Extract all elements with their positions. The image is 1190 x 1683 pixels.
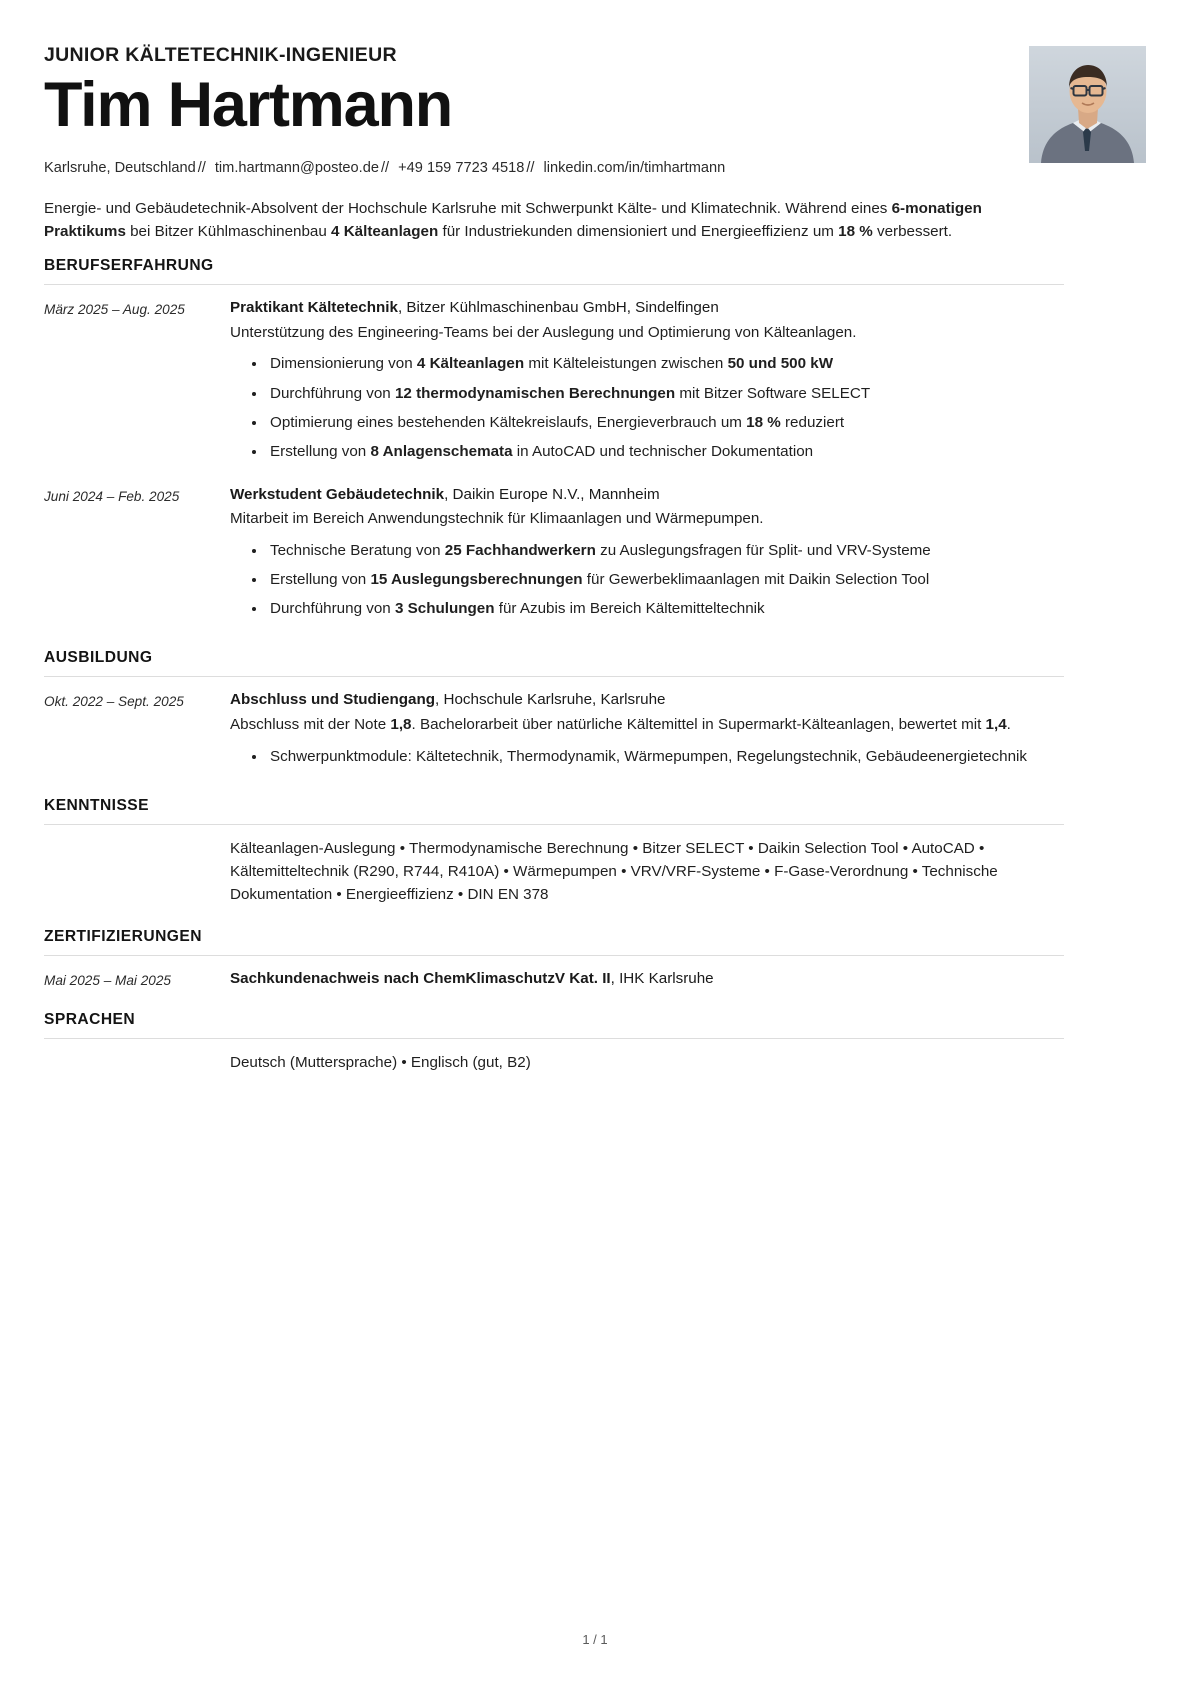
contact-separator: // bbox=[526, 160, 535, 177]
avatar bbox=[1029, 46, 1146, 163]
description-text: . Bachelorarbeit über natürliche Kältemittel in Supermarkt-Kälteanlagen, bewertet mit bbox=[411, 716, 986, 734]
experience-entry bbox=[44, 297, 1064, 470]
bullet-text: Erstellung von bbox=[270, 571, 371, 589]
list-item bbox=[252, 412, 1064, 434]
section-languages bbox=[44, 1011, 1064, 1074]
list-item bbox=[252, 746, 1064, 768]
list-item bbox=[252, 540, 1064, 562]
summary-text-1: Energie- und Gebäudetechnik-Absolvent der Hochschule Karlsruhe mit Schwerpunkt Kälte- und Klimatechnik. Während eines bbox=[44, 199, 892, 217]
bullet-text: in AutoCAD und technischer Dokumentation bbox=[512, 442, 814, 460]
bullet-bold: 25 Fachhandwerkern bbox=[444, 542, 596, 560]
entry-company: , Daikin Europe N.V., Mannheim bbox=[444, 485, 660, 503]
bullet-bold: 18 % bbox=[746, 413, 781, 431]
section-education bbox=[44, 649, 1064, 775]
section-divider bbox=[44, 284, 1064, 285]
bullet-text: mit Bitzer Software SELECT bbox=[675, 384, 871, 402]
page-footer bbox=[0, 1632, 1190, 1647]
bullet-bold: 50 und 500 kW bbox=[727, 355, 834, 373]
contact-separator: // bbox=[197, 160, 206, 177]
description-text: Abschluss mit der Note bbox=[230, 716, 391, 734]
summary-bold-3: 18 % bbox=[838, 222, 873, 240]
section-divider bbox=[44, 676, 1064, 677]
section-divider bbox=[44, 1038, 1064, 1039]
summary-text-4: verbessert. bbox=[872, 222, 953, 240]
bullet-bold: 12 thermodynamischen Berechnungen bbox=[394, 384, 676, 402]
list-item bbox=[252, 598, 1064, 620]
bullet-text: reduziert bbox=[780, 413, 845, 431]
section-title-certifications: ZERTIFIZIERUNGEN bbox=[44, 928, 202, 946]
bullet-bold: 4 Kälteanlagen bbox=[416, 355, 525, 373]
languages-list: Deutsch (Muttersprache) • Englisch (gut, B2) bbox=[230, 1054, 531, 1072]
skills-list: Kälteanlagen-Auslegung • Thermodynamische Berechnung • Bitzer SELECT • Daikin Selection Tool • AutoCAD • Kältemitteltechnik (R290, R744, R410A) • Wärmepumpen • VRV/VRF-Systeme • F-Gase-Verordnung • Technische Dokumentation • Energieeffizienz • DIN EN 378 bbox=[230, 839, 998, 904]
bullet-text: Schwerpunktmodule: Kältetechnik, Thermodynamik, Wärmepumpen, Regelungstechnik, Gebäudeenergietechnik bbox=[270, 747, 1027, 765]
list-item bbox=[252, 441, 1064, 463]
description-text: . bbox=[1006, 716, 1011, 734]
bullet-text: für Gewerbeklimaanlagen mit Daikin Selection Tool bbox=[582, 571, 930, 589]
entry-heading bbox=[230, 297, 1064, 320]
description-bold: 1,8 bbox=[390, 716, 412, 734]
section-skills bbox=[44, 797, 1064, 906]
entry-bullet-list bbox=[230, 353, 1064, 462]
entry-heading bbox=[230, 689, 1064, 712]
summary-bold-2: 4 Kälteanlagen bbox=[331, 222, 439, 240]
page-indicator: 1 / 1 bbox=[582, 1632, 608, 1647]
contact-linkedin[interactable]: linkedin.com/in/timhartmann bbox=[543, 160, 726, 177]
job-title: JUNIOR KÄLTETECHNIK-INGENIEUR bbox=[44, 44, 397, 66]
certification-name: Sachkundenachweis nach ChemKlimaschutzV Kat. II bbox=[230, 970, 611, 988]
entry-body bbox=[230, 968, 1064, 991]
entry-date: Juni 2024 – Feb. 2025 bbox=[44, 488, 180, 504]
education-entry bbox=[44, 689, 1064, 775]
section-title-skills: KENNTNISSE bbox=[44, 796, 150, 814]
summary-text-2: bei Bitzer Kühlmaschinenbau bbox=[125, 222, 332, 240]
section-experience bbox=[44, 257, 1064, 627]
entry-institution: , Hochschule Karlsruhe, Karlsruhe bbox=[435, 691, 666, 709]
certification-entry bbox=[44, 968, 1064, 991]
entry-description: Mitarbeit im Bereich Anwendungstechnik für Klimaanlagen und Wärmepumpen. bbox=[230, 510, 764, 528]
bullet-text: zu Auslegungsfragen für Split- und VRV-Systeme bbox=[595, 542, 931, 560]
section-title-experience: BERUFSERFAHRUNG bbox=[44, 256, 214, 274]
bullet-text: Durchführung von bbox=[270, 384, 395, 402]
bullet-text: Erstellung von bbox=[270, 442, 371, 460]
section-divider bbox=[44, 955, 1064, 956]
bullet-text: mit Kälteleistungen zwischen bbox=[524, 355, 728, 373]
section-certifications bbox=[44, 928, 1064, 991]
contact-phone[interactable]: +49 159 7723 4518 bbox=[398, 160, 525, 177]
entry-date: März 2025 – Aug. 2025 bbox=[44, 301, 185, 317]
entry-description: Unterstützung des Engineering-Teams bei der Auslegung und Optimierung von Kälteanlagen. bbox=[230, 323, 857, 341]
entry-bullet-list bbox=[230, 746, 1064, 768]
summary-bold-1: 6-monatigen Praktikums bbox=[44, 199, 982, 240]
entry-heading bbox=[230, 968, 1064, 991]
contact-separator: // bbox=[380, 160, 390, 177]
entry-date-empty bbox=[44, 1051, 230, 1053]
entry-body bbox=[230, 689, 1064, 775]
bullet-text: für Azubis im Bereich Kältemitteltechnik bbox=[494, 600, 765, 618]
profile-summary bbox=[44, 197, 1044, 243]
entry-body bbox=[230, 1051, 1064, 1074]
entry-date: Mai 2025 – Mai 2025 bbox=[44, 973, 171, 989]
page-title: Tim Hartmann bbox=[44, 70, 453, 141]
section-title-education: AUSBILDUNG bbox=[44, 649, 153, 667]
entry-role: Praktikant Kältetechnik bbox=[230, 298, 398, 316]
bullet-text: Optimierung eines bestehenden Kältekreislaufs, Energieverbrauch um bbox=[270, 413, 747, 431]
list-item bbox=[252, 383, 1064, 405]
entry-date: Okt. 2022 – Sept. 2025 bbox=[44, 694, 184, 710]
entry-bullet-list bbox=[230, 540, 1064, 620]
contact-line bbox=[44, 158, 1064, 178]
summary-text-3: für Industriekunden dimensioniert und Energieeffizienz um bbox=[438, 222, 839, 240]
bullet-text: Technische Beratung von bbox=[270, 542, 445, 560]
experience-entry bbox=[44, 484, 1064, 628]
languages-entry bbox=[44, 1051, 1064, 1074]
resume-header bbox=[44, 44, 1064, 179]
entry-body bbox=[230, 837, 1064, 906]
bullet-bold: 8 Anlagenschemata bbox=[370, 442, 513, 460]
skills-entry bbox=[44, 837, 1064, 906]
section-title-languages: SPRACHEN bbox=[44, 1011, 136, 1029]
entry-role: Abschluss und Studiengang bbox=[230, 691, 436, 709]
entry-body bbox=[230, 484, 1064, 628]
description-bold: 1,4 bbox=[985, 716, 1007, 734]
bullet-bold: 3 Schulungen bbox=[394, 600, 495, 618]
certification-issuer: , IHK Karlsruhe bbox=[610, 970, 714, 988]
contact-email[interactable]: tim.hartmann@posteo.de bbox=[214, 160, 379, 177]
bullet-text: Dimensionierung von bbox=[270, 355, 417, 373]
list-item bbox=[252, 353, 1064, 375]
list-item bbox=[252, 569, 1064, 591]
entry-company: , Bitzer Kühlmaschinenbau GmbH, Sindelfingen bbox=[397, 298, 719, 316]
entry-body bbox=[230, 297, 1064, 470]
bullet-text: Durchführung von bbox=[270, 600, 395, 618]
section-divider bbox=[44, 824, 1064, 825]
entry-description bbox=[230, 714, 1064, 737]
bullet-bold: 15 Auslegungsberechnungen bbox=[370, 571, 583, 589]
entry-date-empty bbox=[44, 837, 230, 839]
contact-location: Karlsruhe, Deutschland bbox=[44, 160, 196, 177]
entry-role: Werkstudent Gebäudetechnik bbox=[230, 485, 445, 503]
entry-heading bbox=[230, 484, 1064, 507]
